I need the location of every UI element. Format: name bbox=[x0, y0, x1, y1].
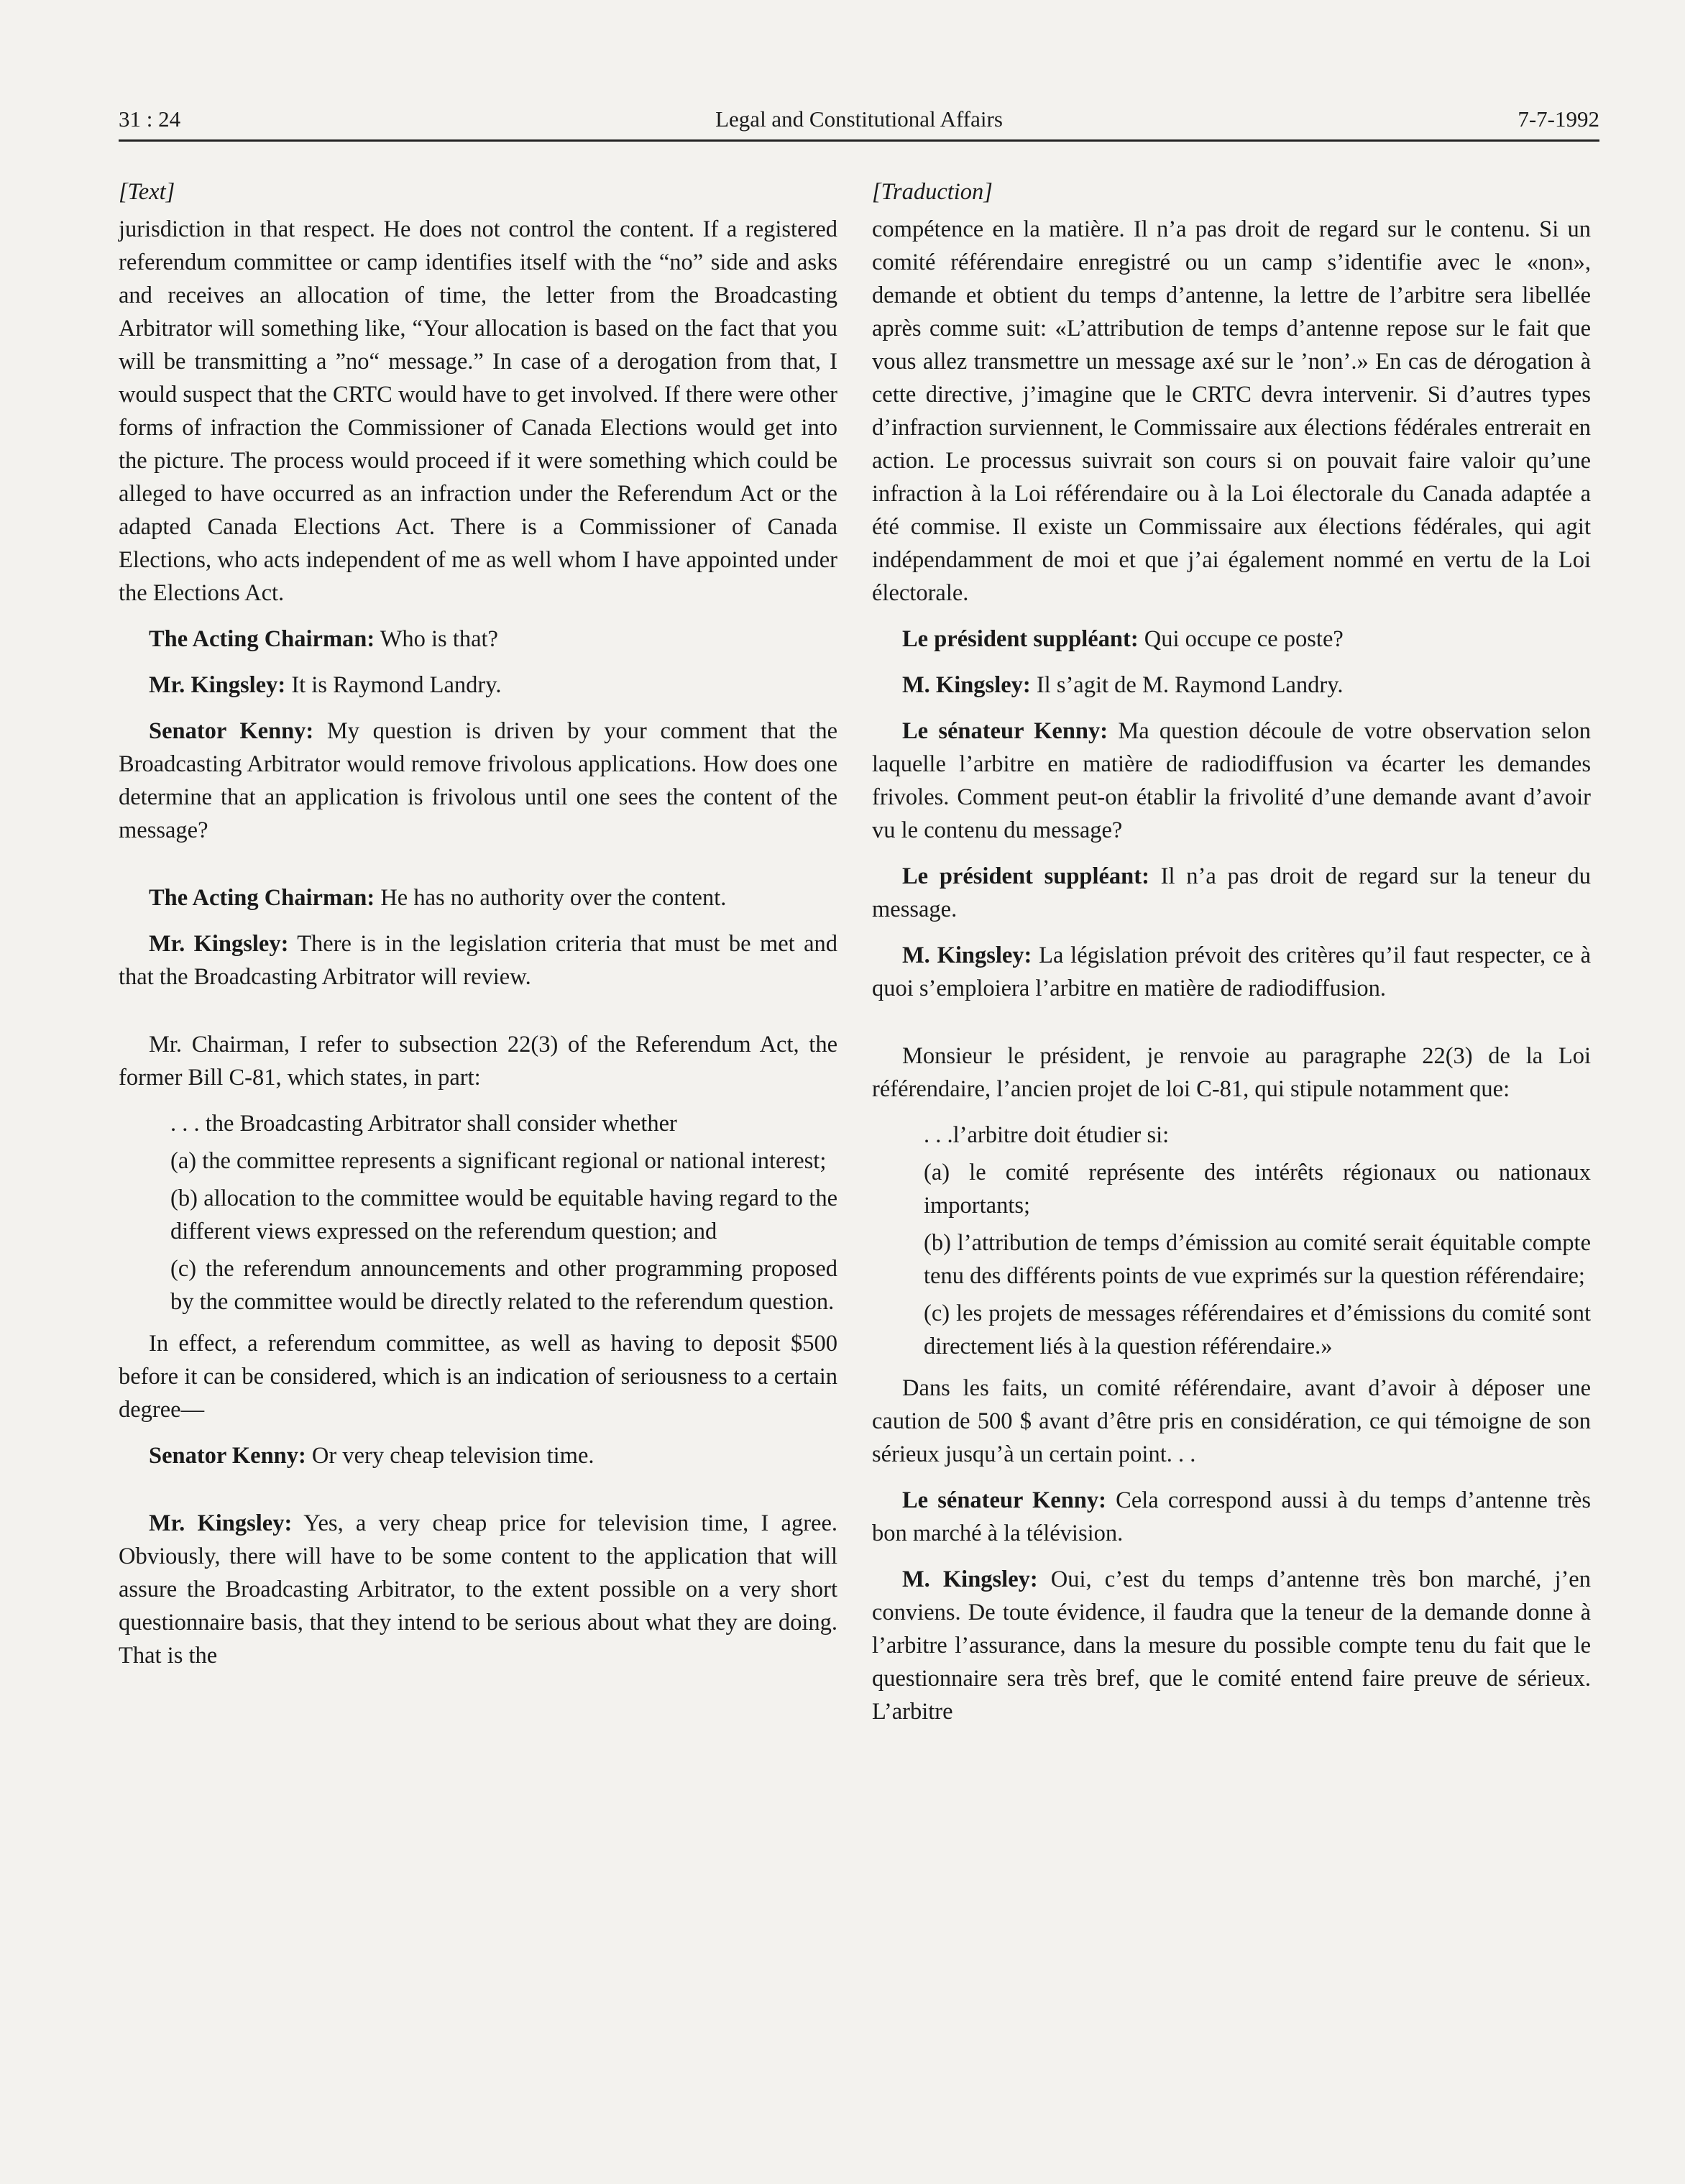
speaker: M. Kingsley: bbox=[902, 942, 1032, 968]
page-date: 7-7-1992 bbox=[1518, 106, 1599, 132]
speech bbox=[119, 881, 837, 914]
speech-text: La législation prévoit des critères qu’il faut respecter, ce à quoi s’emploiera l’arbitre en matière de radiodiffusion. bbox=[872, 942, 1591, 1001]
paragraph: In effect, a referendum committee, as well as having to deposit $500 before it can be considered, which is an indication of seriousness to a certain degree— bbox=[119, 1331, 837, 1423]
speaker: Mr. Kingsley: bbox=[149, 1510, 293, 1536]
speech-text: Il s’agit de M. Raymond Landry. bbox=[1030, 672, 1344, 698]
quote-lead: . . .l’arbitre doit étudier si: bbox=[924, 1122, 1170, 1148]
speaker: M. Kingsley: bbox=[902, 1566, 1038, 1592]
french-column bbox=[872, 175, 1591, 1741]
speech bbox=[119, 1507, 837, 1672]
page-number: 31 : 24 bbox=[119, 106, 181, 132]
page-header bbox=[119, 106, 1599, 142]
speech-text: It is Raymond Landry. bbox=[285, 672, 502, 698]
speaker: M. Kingsley: bbox=[902, 672, 1031, 698]
quote-item: (b) l’attribution de temps d’émission au comité serait équitable compte tenu des différents points de vue exprimés sur la question référendaire; bbox=[924, 1230, 1591, 1289]
speaker: Le président suppléant: bbox=[902, 863, 1149, 889]
speech bbox=[872, 623, 1591, 656]
quote-item: (a) the committee represents a significant regional or national interest; bbox=[170, 1148, 827, 1174]
speech-text: Who is that? bbox=[375, 626, 498, 652]
speech-text: Il n’a pas droit de regard sur la teneur du message. bbox=[872, 863, 1591, 922]
speech-text: Yes, a very cheap price for television time, I agree. Obviously, there will have to be some content to the application that will assure the Broadcasting Arbitrator, to the extent possible on a very short questionnaire basis, that they intend to be serious about what they are doing. That is the bbox=[119, 1510, 837, 1669]
paragraph: jurisdiction in that respect. He does not control the content. If a registered referendum committee or camp identifies itself with the “no” side and asks and receives an allocation of time, the letter from the Broadcasting Arbitrator will something like, “Your allocation is based on the fact that you will be transmitting a ”no“ message.” In case of a derogation from that, I would suspect that the CRTC would have to get involved. If there were other forms of infraction the Commissioner of Canada Elections would get into the picture. The process would proceed if it were something which could be alleged to have occurred as an infraction under the Referendum Act or the adapted Canada Elections Act. There is a Commissioner of Canada Elections, who acts independent of me as well whom I have appointed under the Elections Act. bbox=[119, 216, 837, 606]
column-label: [Text] bbox=[119, 179, 175, 205]
speaker: Mr. Kingsley: bbox=[149, 672, 286, 698]
paragraph: Dans les faits, un comité référendaire, avant d’avoir à déposer une caution de 500 $ avant d’être pris en considération, ce qui témoigne de son sérieux jusqu’à un certain point. . . bbox=[872, 1375, 1591, 1467]
quote-item: (a) le comité représente des intérêts régionaux ou nationaux importants; bbox=[924, 1160, 1591, 1219]
speech bbox=[872, 1484, 1591, 1550]
speech-text: There is in the legislation criteria that must be met and that the Broadcasting Arbitrator will review. bbox=[119, 931, 837, 990]
speaker: Le sénateur Kenny: bbox=[902, 718, 1108, 744]
speech-text: My question is driven by your comment that the Broadcasting Arbitrator would remove frivolous applications. How does one determine that an application is frivolous until one sees the content of the message? bbox=[119, 718, 838, 843]
speech bbox=[119, 669, 837, 702]
speech-text: Oui, c’est du temps d’antenne très bon marché, j’en conviens. De toute évidence, il faudra que la teneur de la demande donne à l’arbitre l’assurance, dans la mesure du possible compte tenu du fait que le questionnaire sera très bref, que le comité entend faire preuve de sérieux. L’arbitre bbox=[872, 1566, 1591, 1725]
speech-text: Or very cheap television time. bbox=[306, 1443, 594, 1469]
paragraph: Monsieur le président, je renvoie au paragraphe 22(3) de la Loi référendaire, l’ancien projet de loi C-81, qui stipule notamment que: bbox=[872, 1043, 1591, 1102]
speech bbox=[119, 623, 837, 656]
speech-text: Qui occupe ce poste? bbox=[1138, 626, 1344, 652]
speaker: Le président suppléant: bbox=[902, 626, 1139, 652]
speech bbox=[119, 1439, 837, 1472]
speech bbox=[872, 715, 1591, 847]
paragraph: compétence en la matière. Il n’a pas droit de regard sur le contenu. Si un comité référendaire enregistré ou un camp s’identifie avec le «non», demande et obtient du temps d’antenne, la lettre de l’arbitre sera libellée après comme suit: «L’attribution de temps d’antenne repose sur le fait que vous allez transmettre un message axé sur le ’non’.» En cas de dérogation à cette directive, j’imagine que le CRTC devra intervenir. Si d’autres types d’infraction surviennent, le Commissaire aux élections fédérales entrerait en action. Le processus suivrait son cours si on pouvait faire valoir qu’une infraction à la Loi référendaire ou à la Loi électorale du Canada adaptée a été commise. Il existe un Commissaire aux élections fédérales, qui agit indépendamment de moi et que j’ai également nommé en vertu de la Loi électorale. bbox=[872, 216, 1591, 606]
speaker: The Acting Chairman: bbox=[149, 885, 375, 911]
speaker: Mr. Kingsley: bbox=[149, 931, 289, 957]
paragraph: Mr. Chairman, I refer to subsection 22(3) of the Referendum Act, the former Bill C-81, which states, in part: bbox=[119, 1032, 837, 1091]
speaker: Senator Kenny: bbox=[149, 718, 314, 744]
speech bbox=[872, 669, 1591, 702]
speech-text: Cela correspond aussi à du temps d’antenne très bon marché à la télévision. bbox=[872, 1487, 1592, 1546]
speech bbox=[872, 860, 1591, 926]
speech bbox=[119, 927, 837, 994]
speech bbox=[119, 715, 837, 847]
speech bbox=[872, 1563, 1591, 1728]
speaker: The Acting Chairman: bbox=[149, 626, 375, 652]
speech-text: He has no authority over the content. bbox=[375, 885, 727, 911]
column-label: [Traduction] bbox=[872, 179, 993, 205]
speaker: Le sénateur Kenny: bbox=[902, 1487, 1106, 1513]
speech bbox=[872, 939, 1591, 1005]
quote-item: (b) allocation to the committee would be equitable having regard to the different views expressed on the referendum question; and bbox=[170, 1185, 837, 1244]
quote-item: (c) les projets de messages référendaires et d’émissions du comité sont directement liés à la question référendaire.» bbox=[924, 1300, 1591, 1359]
speech-text: Ma question découle de votre observation selon laquelle l’arbitre en matière de radiodiffusion va écarter les demandes frivoles. Comment peut-on établir la frivolité d’une demande avant d’avoir vu le contenu du message? bbox=[872, 718, 1591, 843]
running-title: Legal and Constitutional Affairs bbox=[715, 106, 1003, 132]
english-column bbox=[119, 175, 837, 1685]
speaker: Senator Kenny: bbox=[149, 1443, 306, 1469]
quote-lead: . . . the Broadcasting Arbitrator shall consider whether bbox=[170, 1111, 677, 1137]
quote-item: (c) the referendum announcements and other programming proposed by the committee would be directly related to the referendum question. bbox=[170, 1256, 837, 1315]
